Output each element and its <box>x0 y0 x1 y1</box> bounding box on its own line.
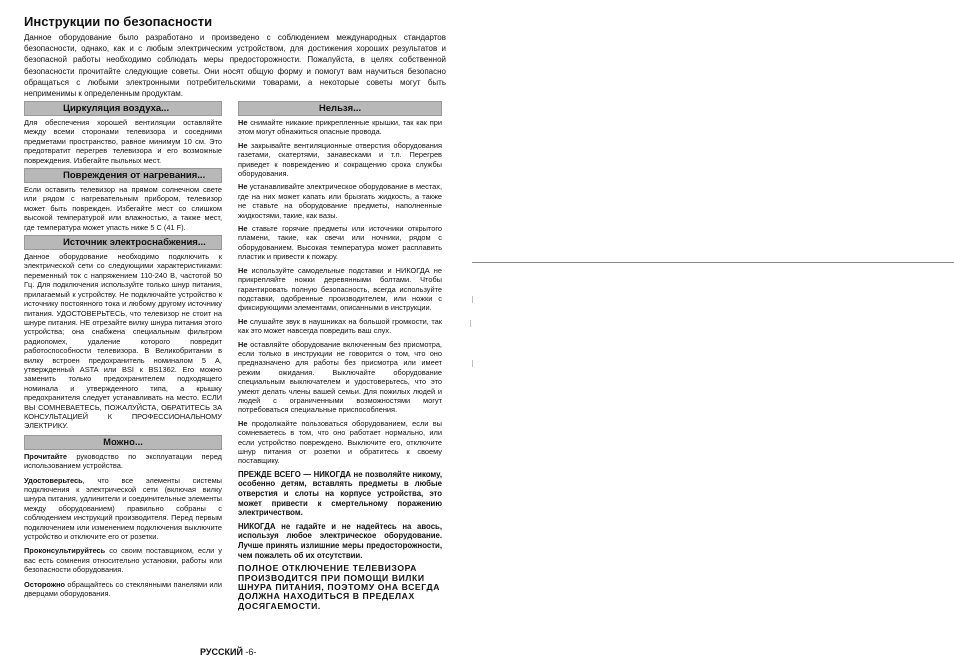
left-column <box>24 101 222 601</box>
page-title: Инструкции по безопасности <box>24 14 213 29</box>
can-item-lead: Проконсультируйтесь <box>24 546 106 556</box>
cannot-item <box>238 419 442 466</box>
can-item <box>24 580 222 599</box>
can-item <box>24 476 222 542</box>
cannot-item-lead: Не <box>238 265 248 275</box>
can-item-text: обращайтесь со стеклянными панелями или дверцами оборудования. <box>24 579 222 599</box>
scan-divider-line <box>472 262 954 263</box>
cannot-item-lead: Не <box>238 182 248 192</box>
can-item-text: со своим поставщиком, если у вас есть сомнения относительно установки, работы или безопасности оборудования. <box>24 546 222 575</box>
cannot-item-lead: Не <box>238 118 248 127</box>
circulation-text: Для обеспечения хорошей вентиляции оставляйте между всеми сторонами телевизора и соседними предметами пространство, равное минимум 10 см. Это предотвратит перегрев телевизора и его возможные повреждения. Избегайте пыльных мест. <box>24 118 222 165</box>
warning-never-guess: НИКОГДА не гадайте и не надейтесь на авось, используя любое электрическое оборудование. Лучше принять излишние меры предосторожности, чем пожалеть об их отсутствии. <box>238 521 442 560</box>
section-heading-label: Источник электроснабжения... <box>63 237 206 249</box>
can-item-lead: Осторожно <box>24 579 66 589</box>
section-heading-label: Циркуляция воздуха... <box>63 103 170 114</box>
cannot-item-text: устанавливайте электрическое оборудование в местах, где на них может капать или брызгать жидкость, а также не ставьте на оборудование предметы, наполненные жидкостями, такие, как вазы. <box>238 182 442 220</box>
power-text: Данное оборудование необходимо подключить к электрической сети со следующими характеристиками: переменный ток с напряжением 110-240 В, частотой 50 Гц. Для подключения используйте только шнур питания, прилагаемый к устройству. Не подключайте устройство к источнику постоянного тока и любому другому источнику питания. УДОСТОВЕРЬТЕСЬ, что телевизор не стоит на шнуре питания. НЕ отрезайте вилку шнура питания этого устройства; она снабжена специальным фильтром радиопомех, удаление которого повредит работоспособности телевизора. В Великобритании в вилку встроен предохранитель номиналом 5 А, утвержденный ASTA или BSI к BS1362. Его можно заменить только предохранителем подходящего номинала и утвержденного типа, а крышку предохранителя следует устанавливать на место. ЕСЛИ ВЫ СОМНЕВАЕТЕСЬ, ПОЖАЛУЙСТА, ОБРАТИТЕСЬ ЗА КОНСУЛЬТАЦИЕЙ К ПРОФЕССИОНАЛЬНОМУ ЭЛЕКТРИКУ. <box>24 252 222 431</box>
cannot-item <box>238 141 442 179</box>
cannot-item-text: продолжайте пользоваться оборудованием, если вы сомневаетесь в том, что оно работает нормально, или если устройство повреждено. Выключите его, отключите шнур питания от розетки и обратитесь к своему поставщику. <box>238 418 442 466</box>
footer-page-number: -6- <box>242 647 257 657</box>
cannot-item-text: слушайте звук в наушниках на большой громкости, так как это может навсегда повредить ваш слух. <box>238 316 442 336</box>
cannot-item <box>238 266 442 313</box>
cannot-item-lead: Не <box>238 316 248 326</box>
scan-speck <box>472 360 473 367</box>
warning-disconnect: ПОЛНОЕ ОТКЛЮЧЕНИЕ ТЕЛЕВИЗОРА ПРОИЗВОДИТСЯ ПРИ ПОМОЩИ ВИЛКИ ШНУРА ПИТАНИЯ, ПОЭТОМУ ОНА ВСЕГДА ДОЛЖНА НАХОДИТЬСЯ В ПРЕДЕЛАХ ДОСЯГАЕМОСТИ. <box>238 563 441 611</box>
section-heading-circulation <box>24 101 222 116</box>
section-heading-label: Повреждения от нагревания... <box>63 170 206 182</box>
cannot-item <box>238 317 442 336</box>
cannot-item-text: ставьте горячие предметы или источники открытого пламени, такие, как свечи или ночники, рядом с оборудованием. Высокая температура может расплавить пластик и привести к пожару. <box>238 224 442 262</box>
cannot-item-lead: Не <box>238 224 248 234</box>
right-column <box>238 101 442 615</box>
cannot-item <box>238 182 442 220</box>
cannot-item-text: закрывайте вентиляционные отверстия оборудования газетами, скатертями, занавесками и т.п. Перегрев приведет к повреждению и сокращению срока службы оборудования. <box>238 140 442 179</box>
scan-speck <box>470 320 471 327</box>
cannot-item <box>238 118 442 137</box>
footer-language: РУССКИЙ <box>200 647 243 657</box>
section-heading-heat <box>24 168 222 183</box>
cannot-item-lead: Не <box>238 140 248 150</box>
section-heading-cannot <box>238 101 442 116</box>
cannot-item-text: используйте самодельные подставки и НИКОГДА не прикрепляйте ножки деревянными болтами. Чтобы гарантировать полную безопасность, всегда используйте подставки, одобренные производителем, или ножки с фиксирующими элементами, описанными в инструкции. <box>238 265 442 313</box>
heat-text: Если оставить телевизор на прямом солнечном свете или рядом с нагревательным прибором, телевизор может быть поврежден. Избегайте мест со слишком высокой температурой или влажностью, а также мест, где температура может упасть ниже 5 С (41 F). <box>24 185 222 232</box>
cannot-item-text: снимайте никакие прикрепленные крышки, так как при этом могут обнажиться опасные провода. <box>238 118 442 137</box>
section-heading-label: Можно... <box>103 436 143 448</box>
section-heading-power <box>24 235 222 250</box>
cannot-item <box>238 340 442 415</box>
section-heading-can <box>24 435 222 450</box>
page-footer <box>200 647 256 657</box>
intro-paragraph: Данное оборудование было разработано и произведено с соблюдением международных стандартов безопасности, однако, как и с любым электрическим устройством, для достижения хороших результатов и безопасной работы необходимо соблюдать меры предосторожности. Пожалуйста, в целях собственной безопасности прочитайте следующие советы. Они носят общую форму и помогут вам научиться безопасно обращаться с любыми электронными потребительскими товарами, а некоторые советы могут быть неприменимы к определенным продуктам. <box>24 33 446 99</box>
can-item-lead: Прочитайте <box>24 451 67 461</box>
section-heading-label: Нельзя... <box>318 103 362 114</box>
cannot-item <box>238 224 442 262</box>
cannot-item-lead: Не <box>238 418 248 428</box>
can-item <box>24 452 222 471</box>
warning-children: ПРЕЖДЕ ВСЕГО — НИКОГДА не позволяйте никому, особенно детям, вставлять предметы в любые отверстия и слоты на корпусе устройства, это может привести к смертельному поражению электричеством. <box>238 469 442 518</box>
can-item-lead: Удостоверьтесь <box>24 475 83 485</box>
cannot-item-lead: Не <box>238 339 248 349</box>
cannot-item-text: оставляйте оборудование включенным без присмотра, если только в инструкции не говорится о том, что оно предназначено для работы без присмотра или имеет режим ожидания. Выключайте оборудование специальным выключателем и удостоверьтесь, что это умеют делать члены вашей семьи. Для пожилых людей и людей с ограниченными возможностями могут потребоваться специальные приспособления. <box>238 339 442 415</box>
can-item-text: , что все элементы системы подключения к электрической сети (включая вилку шнура питания, удлинители и соединительные элементы между оборудованием) правильно собраны с соблюдением инструкций производителя. Перед первым подключением или изменением подключения выключите устройство и отключите его от розетки. <box>24 475 222 542</box>
can-item <box>24 546 222 574</box>
can-item-text: руководство по эксплуатации перед использованием устройства. <box>24 451 222 471</box>
scan-speck <box>472 296 473 303</box>
